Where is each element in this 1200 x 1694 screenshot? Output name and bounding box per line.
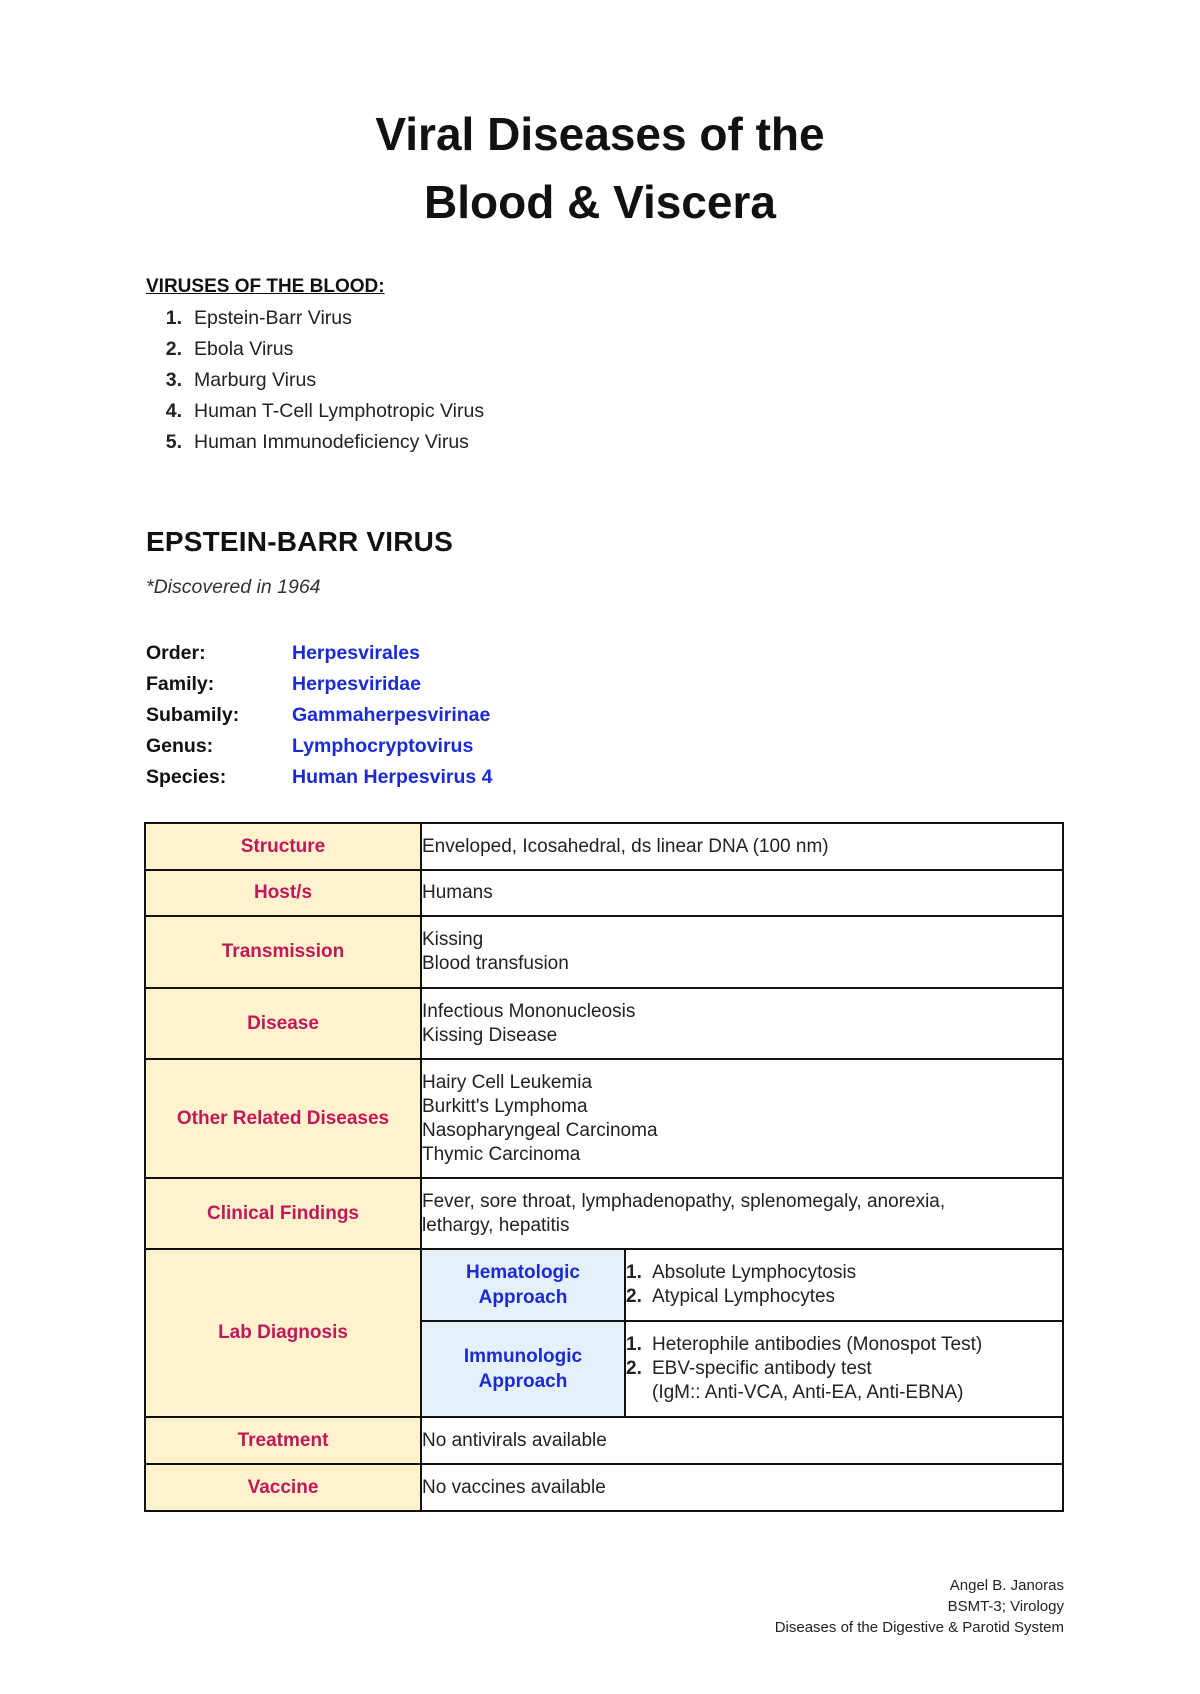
taxonomy-row bbox=[146, 762, 493, 793]
immunologic-approach-label bbox=[421, 1321, 625, 1417]
list-item bbox=[146, 427, 484, 458]
transmission-label: Transmission bbox=[145, 916, 421, 988]
treatment-value: No antivirals available bbox=[421, 1417, 1063, 1464]
taxonomy-row bbox=[146, 700, 493, 731]
value-line: Thymic Carcinoma bbox=[422, 1143, 581, 1165]
taxonomy-block bbox=[146, 638, 493, 793]
hosts-value: Humans bbox=[421, 870, 1063, 916]
value-line: Hairy Cell Leukemia bbox=[422, 1071, 593, 1093]
clinical-findings-label: Clinical Findings bbox=[145, 1178, 421, 1249]
list-label: Human Immunodeficiency Virus bbox=[194, 431, 469, 453]
value-line: Burkitt's Lymphoma bbox=[422, 1095, 588, 1117]
other-diseases-label: Other Related Diseases bbox=[145, 1059, 421, 1178]
list-number: 1. bbox=[626, 1334, 642, 1355]
taxonomy-value: Lymphocryptovirus bbox=[292, 735, 474, 757]
taxonomy-label: Subamily: bbox=[146, 704, 240, 726]
taxonomy-label: Genus: bbox=[146, 735, 214, 757]
sublabel-line: Approach bbox=[478, 1287, 568, 1308]
taxonomy-value: Gammaherpesvirinae bbox=[292, 704, 491, 726]
list-label: Human T-Cell Lymphotropic Virus bbox=[194, 400, 485, 422]
taxonomy-label: Family: bbox=[146, 673, 215, 695]
footer-author: Angel B. Janoras bbox=[949, 1577, 1064, 1594]
disease-label: Disease bbox=[145, 988, 421, 1059]
value-line: Kissing Disease bbox=[422, 1024, 558, 1046]
list-number: 5. bbox=[165, 431, 182, 453]
footer-course: BSMT-3; Virology bbox=[947, 1598, 1064, 1615]
list-item bbox=[146, 396, 484, 427]
clinical-findings-value bbox=[421, 1178, 1063, 1249]
table-row bbox=[145, 1059, 1063, 1178]
value-line: Nasopharyngeal Carcinoma bbox=[422, 1119, 658, 1141]
table-row bbox=[145, 823, 1063, 870]
taxonomy-row bbox=[146, 638, 493, 669]
list-number: 2. bbox=[165, 338, 182, 360]
list-item bbox=[626, 1333, 1062, 1357]
ebv-info-table bbox=[144, 822, 1064, 1512]
value-line: Fever, sore throat, lymphadenopathy, splenomegaly, anorexia, bbox=[422, 1190, 946, 1212]
lab-diagnosis-label: Lab Diagnosis bbox=[145, 1249, 421, 1417]
page-title bbox=[0, 100, 1200, 236]
disease-value bbox=[421, 988, 1063, 1059]
table-row bbox=[145, 1464, 1063, 1511]
list-label: EBV-specific antibody test bbox=[652, 1358, 872, 1379]
list-item bbox=[146, 334, 484, 365]
value-line: lethargy, hepatitis bbox=[422, 1214, 570, 1236]
immunologic-approach-value bbox=[625, 1321, 1063, 1417]
vaccine-value: No vaccines available bbox=[421, 1464, 1063, 1511]
taxonomy-value: Herpesviridae bbox=[292, 673, 421, 695]
taxonomy-row bbox=[146, 669, 493, 700]
structure-value: Enveloped, Icosahedral, ds linear DNA (100 nm) bbox=[421, 823, 1063, 870]
taxonomy-label: Species: bbox=[146, 766, 227, 788]
taxonomy-row bbox=[146, 731, 493, 762]
sublabel-line: Hematologic bbox=[465, 1262, 581, 1283]
hosts-label: Host/s bbox=[145, 870, 421, 916]
value-line: Infectious Mononucleosis bbox=[422, 1000, 636, 1022]
list-item-continuation bbox=[626, 1381, 1062, 1405]
table-row bbox=[145, 870, 1063, 916]
value-line: Kissing bbox=[422, 929, 484, 950]
list-number: 4. bbox=[165, 400, 182, 422]
treatment-label: Treatment bbox=[145, 1417, 421, 1464]
sublabel-line: Immunologic bbox=[463, 1346, 583, 1367]
hematologic-approach-label bbox=[421, 1249, 625, 1321]
taxonomy-label: Order: bbox=[146, 642, 206, 664]
structure-label: Structure bbox=[145, 823, 421, 870]
list-label: Absolute Lymphocytosis bbox=[652, 1262, 857, 1283]
list-number: 3. bbox=[165, 369, 182, 391]
table-row bbox=[145, 988, 1063, 1059]
blood-viruses-heading: VIRUSES OF THE BLOOD: bbox=[146, 276, 385, 297]
list-label: Heterophile antibodies (Monospot Test) bbox=[652, 1334, 983, 1355]
other-diseases-value bbox=[421, 1059, 1063, 1178]
transmission-value bbox=[421, 916, 1063, 988]
list-label: Marburg Virus bbox=[194, 369, 317, 391]
ebv-heading: EPSTEIN-BARR VIRUS bbox=[146, 526, 453, 557]
title-line-2: Blood & Viscera bbox=[424, 176, 776, 228]
list-number: 2. bbox=[626, 1358, 642, 1379]
discovered-note: *Discovered in 1964 bbox=[146, 576, 321, 598]
list-item bbox=[626, 1261, 1062, 1285]
table-row bbox=[145, 1417, 1063, 1464]
list-item bbox=[626, 1285, 1062, 1309]
list-label: Ebola Virus bbox=[194, 338, 294, 360]
list-number: 1. bbox=[626, 1262, 642, 1283]
taxonomy-value: Herpesvirales bbox=[292, 642, 420, 664]
value-line: Blood transfusion bbox=[422, 953, 569, 974]
footer-topic: Diseases of the Digestive & Parotid System bbox=[774, 1619, 1064, 1636]
title-line-1: Viral Diseases of the bbox=[375, 108, 825, 160]
list-number: 1. bbox=[165, 307, 182, 329]
table-row bbox=[145, 916, 1063, 988]
list-label: Epstein-Barr Virus bbox=[194, 307, 352, 329]
blood-viruses-list bbox=[146, 303, 484, 458]
list-number: 2. bbox=[626, 1286, 642, 1307]
hematologic-approach-value bbox=[625, 1249, 1063, 1321]
table-row bbox=[145, 1178, 1063, 1249]
list-item bbox=[626, 1357, 1062, 1381]
taxonomy-value: Human Herpesvirus 4 bbox=[292, 766, 493, 788]
list-label: (IgM:: Anti-VCA, Anti-EA, Anti-EBNA) bbox=[652, 1382, 964, 1403]
sublabel-line: Approach bbox=[478, 1371, 568, 1392]
vaccine-label: Vaccine bbox=[145, 1464, 421, 1511]
list-label: Atypical Lymphocytes bbox=[652, 1286, 836, 1307]
table-row bbox=[145, 1249, 1063, 1321]
list-item bbox=[146, 365, 484, 396]
list-item bbox=[146, 303, 484, 334]
page-footer bbox=[775, 1575, 1064, 1638]
